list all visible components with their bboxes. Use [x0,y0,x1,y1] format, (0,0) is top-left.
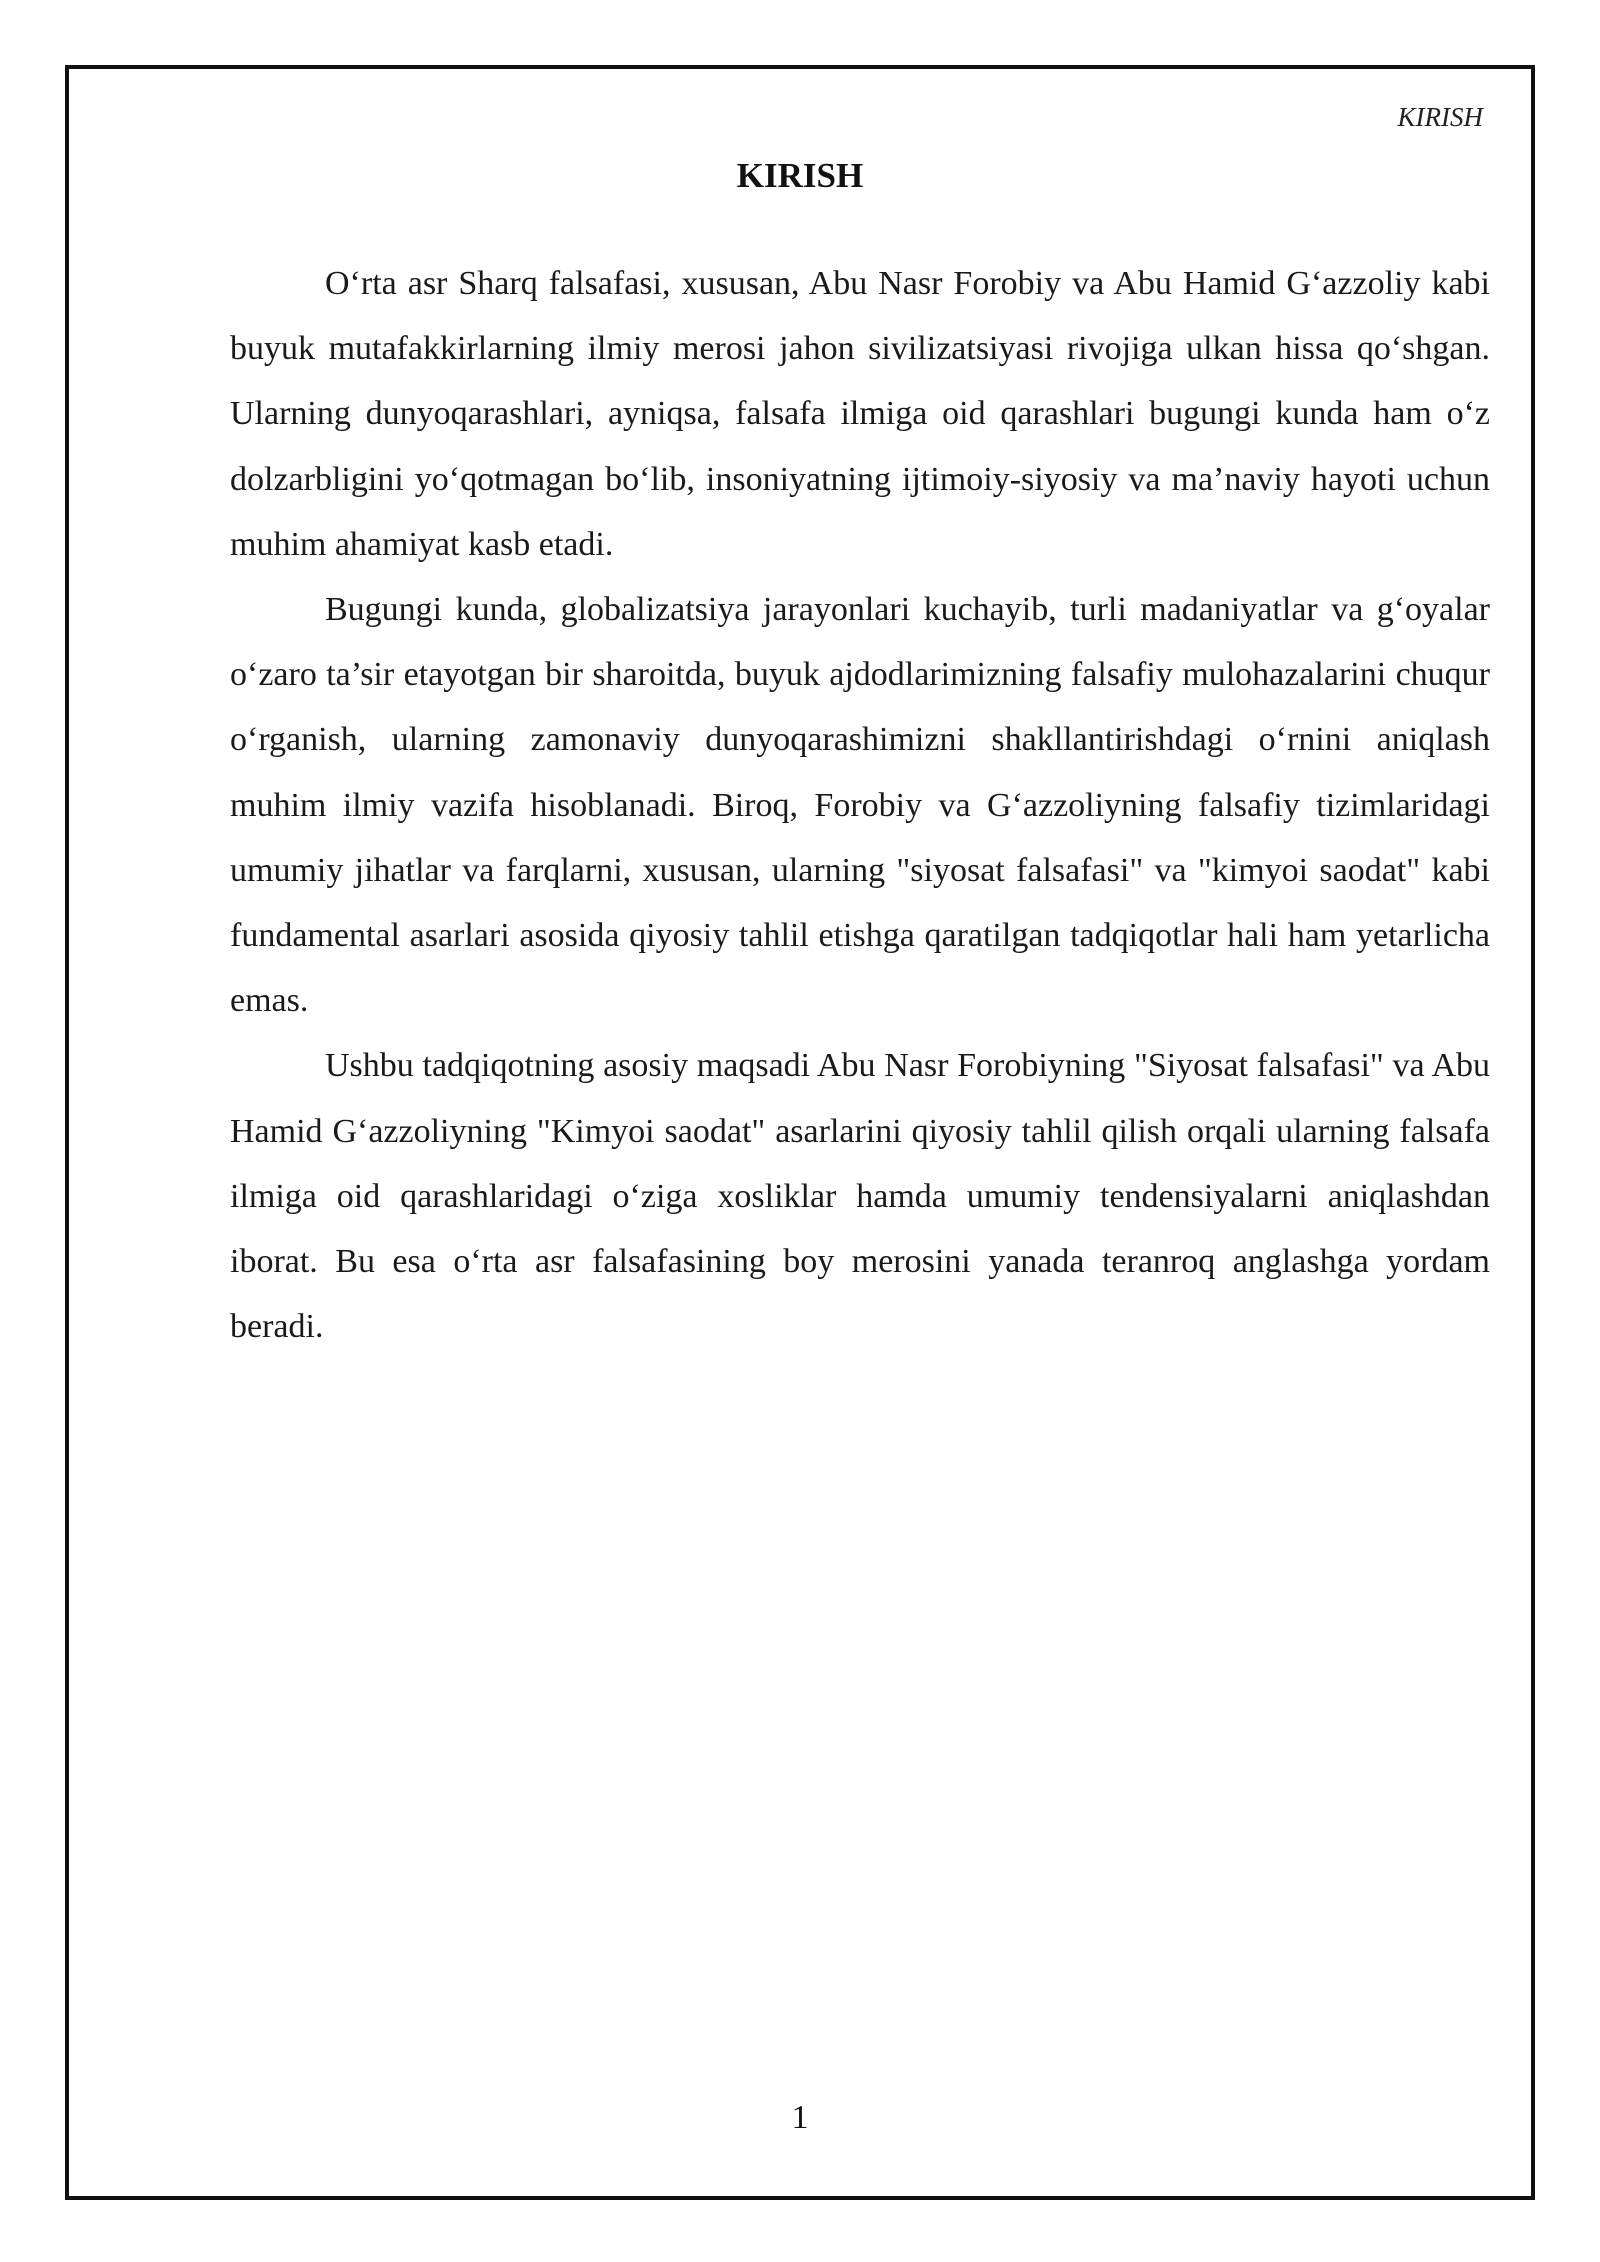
paragraph: Bugungi kunda, globalizatsiya jarayonlari kuchayib, turli madaniyatlar va g‘oyalar o‘zaro ta’sir etayotgan bir sharoitda, buyuk ajdodlarimizning falsafiy mulohazalarini chuqur o‘rganish, ularning zamonaviy dunyoqarashimizni shakllantirishdagi o‘rnini aniqlash muhim ilmiy vazifa hisoblanadi. Biroq, Forobiy va G‘azzoliyning falsafiy tizimlaridagi umumiy jihatlar va farqlarni, xususan, ularning "siyosat falsafasi" va "kimyoi saodat" kabi fundamental asarlari asosida qiyosiy tahlil etishga qaratilgan tadqiqotlar hali ham yetarlicha emas. [230,591,1490,1020]
paragraph: O‘rta asr Sharq falsafasi, xususan, Abu Nasr Forobiy va Abu Hamid G‘azzoliy kabi buyuk mutafakkirlarning ilmiy merosi jahon sivilizatsiyasi rivojiga ulkan hissa qo‘shgan. Ularning dunyoqarashlari, ayniqsa, falsafa ilmiga oid qarashlari bugungi kunda ham o‘z dolzarbligini yo‘qotmagan bo‘lib, insoniyatning ijtimoiy-siyosiy va ma’naviy hayoti uchun muhim ahamiyat kasb etadi. [230,265,1490,563]
page-frame [65,65,1535,2200]
page-title: KIRISH [736,156,864,195]
running-header: KIRISH [1397,102,1483,132]
page-number: 1 [791,2099,809,2136]
paragraph: Ushbu tadqiqotning asosiy maqsadi Abu Nasr Forobiyning "Siyosat falsafasi" va Abu Hamid G‘azzoliyning "Kimyoi saodat" asarlarini qiyosiy tahlil qilish orqali ularning falsafa ilmiga oid qarashlaridagi o‘ziga xosliklar hamda umumiy tendensiyalarni aniqlashdan iborat. Bu esa o‘rta asr falsafasining boy merosini yanada teranroq anglashga yordam beradi. [230,1047,1490,1346]
body-text [230,251,1490,1359]
